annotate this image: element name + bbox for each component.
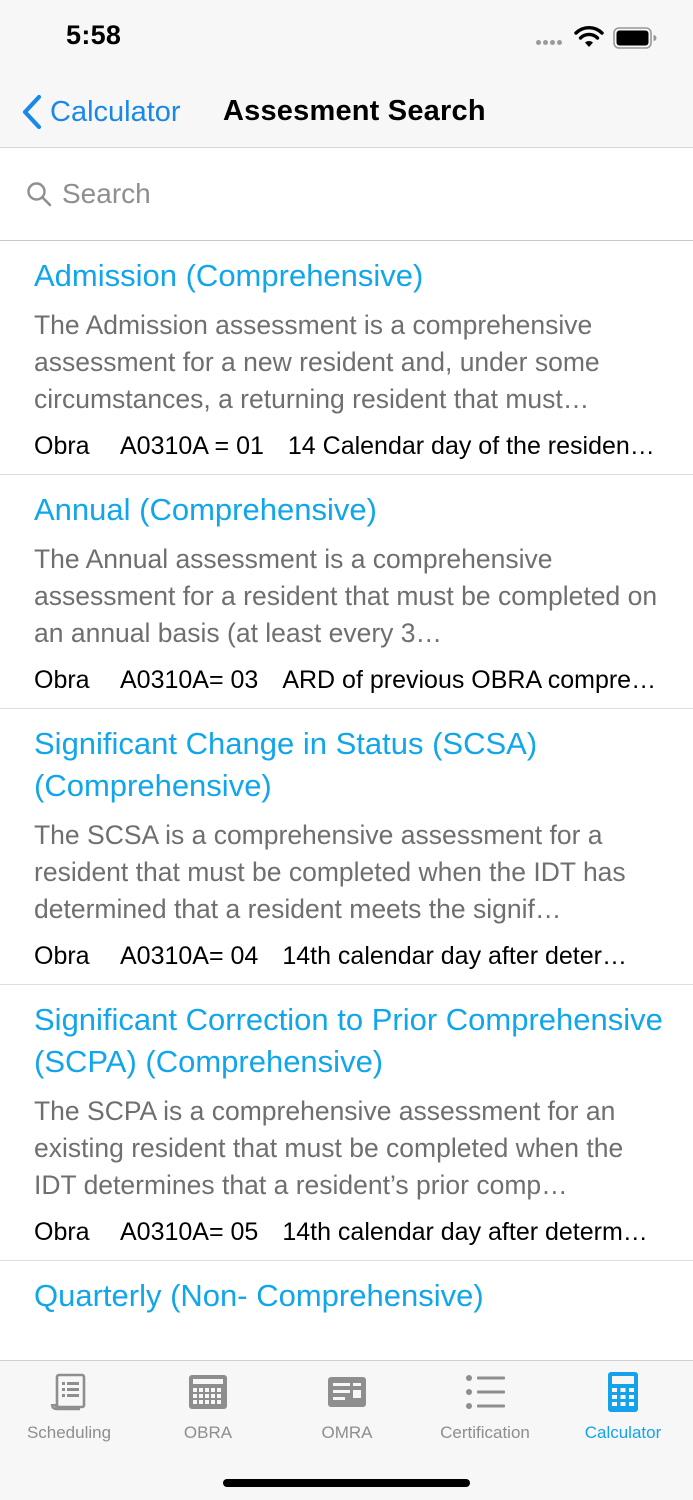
tab-scheduling[interactable] <box>0 1371 138 1451</box>
item-type: Obra <box>34 1217 90 1246</box>
item-type: Obra <box>34 665 90 694</box>
navigation-bar <box>0 78 693 148</box>
list-item[interactable] <box>0 241 693 475</box>
item-code: A0310A= 03 <box>120 665 259 694</box>
item-meta <box>34 928 665 984</box>
status-bar <box>0 0 693 78</box>
list-item[interactable] <box>0 1261 693 1317</box>
status-time: 5:58 <box>66 20 122 50</box>
wifi-icon <box>574 25 604 49</box>
item-code: A0310A= 05 <box>120 1217 259 1246</box>
chevron-left-icon <box>20 94 44 130</box>
page-title: Assesment Search <box>223 95 486 127</box>
back-label: Calculator <box>50 95 181 128</box>
item-note: ARD of previous OBRA compre… <box>282 665 657 694</box>
item-title: Annual (Comprehensive) <box>34 492 377 527</box>
tab-label: Scheduling <box>26 1423 112 1442</box>
list-item[interactable] <box>0 985 693 1261</box>
list-icon <box>464 1371 506 1413</box>
item-type: Obra <box>34 431 90 460</box>
list-item[interactable] <box>0 475 693 709</box>
calculator-icon <box>602 1371 644 1413</box>
item-description: The SCPA is a comprehensive assessment for an existing resident that must be completed when the IDT determines that a resident’s prior comp… <box>34 1096 624 1200</box>
item-note: 14th calendar day after deter… <box>282 941 627 970</box>
item-description: The Admission assessment is a comprehensive assessment for a new resident and, under some circumstances, a returning resident that must… <box>34 310 600 414</box>
item-description: The SCSA is a comprehensive assessment for a resident that must be completed when the IDT has determined that a resident meets the signif… <box>34 820 626 924</box>
home-indicator[interactable] <box>223 1479 470 1487</box>
tab-obra[interactable] <box>139 1371 277 1451</box>
assessment-list <box>0 241 693 1360</box>
tab-omra[interactable] <box>278 1371 416 1451</box>
item-meta <box>34 652 665 708</box>
search-input[interactable] <box>62 172 662 216</box>
tab-label: OBRA <box>183 1423 233 1442</box>
back-button[interactable] <box>20 92 181 132</box>
search-icon <box>26 181 52 207</box>
obra-keypad-icon <box>187 1371 229 1413</box>
search-bar <box>0 148 693 241</box>
tab-label: Calculator <box>584 1423 662 1442</box>
signal-dots-icon <box>536 40 568 46</box>
tab-certification[interactable] <box>416 1371 554 1451</box>
list-item[interactable] <box>0 709 693 985</box>
item-title: Significant Correction to Prior Comprehensive (SCPA) (Comprehensive) <box>34 1002 663 1079</box>
tab-label: OMRA <box>321 1423 373 1442</box>
item-description: The Annual assessment is a comprehensive assessment for a resident that must be completed on an annual basis (at least every 3… <box>34 544 658 648</box>
scheduling-icon <box>48 1371 90 1413</box>
omra-card-icon <box>326 1371 368 1413</box>
battery-icon <box>613 27 657 49</box>
item-meta <box>34 1204 665 1260</box>
tab-label: Certification <box>440 1423 530 1442</box>
tab-bar <box>0 1360 693 1500</box>
item-code: A0310A= 04 <box>120 941 259 970</box>
item-title: Admission (Comprehensive) <box>34 258 424 293</box>
item-note: 14th calendar day after determ… <box>282 1217 648 1246</box>
tab-calculator[interactable] <box>554 1371 692 1451</box>
item-title: Significant Change in Status (SCSA) (Comprehensive) <box>34 726 538 803</box>
item-meta <box>34 418 665 474</box>
item-code: A0310A = 01 <box>120 431 264 460</box>
item-title: Quarterly (Non- Comprehensive) <box>34 1278 484 1313</box>
item-type: Obra <box>34 941 90 970</box>
item-note: 14 Calendar day of the residen… <box>287 431 655 460</box>
